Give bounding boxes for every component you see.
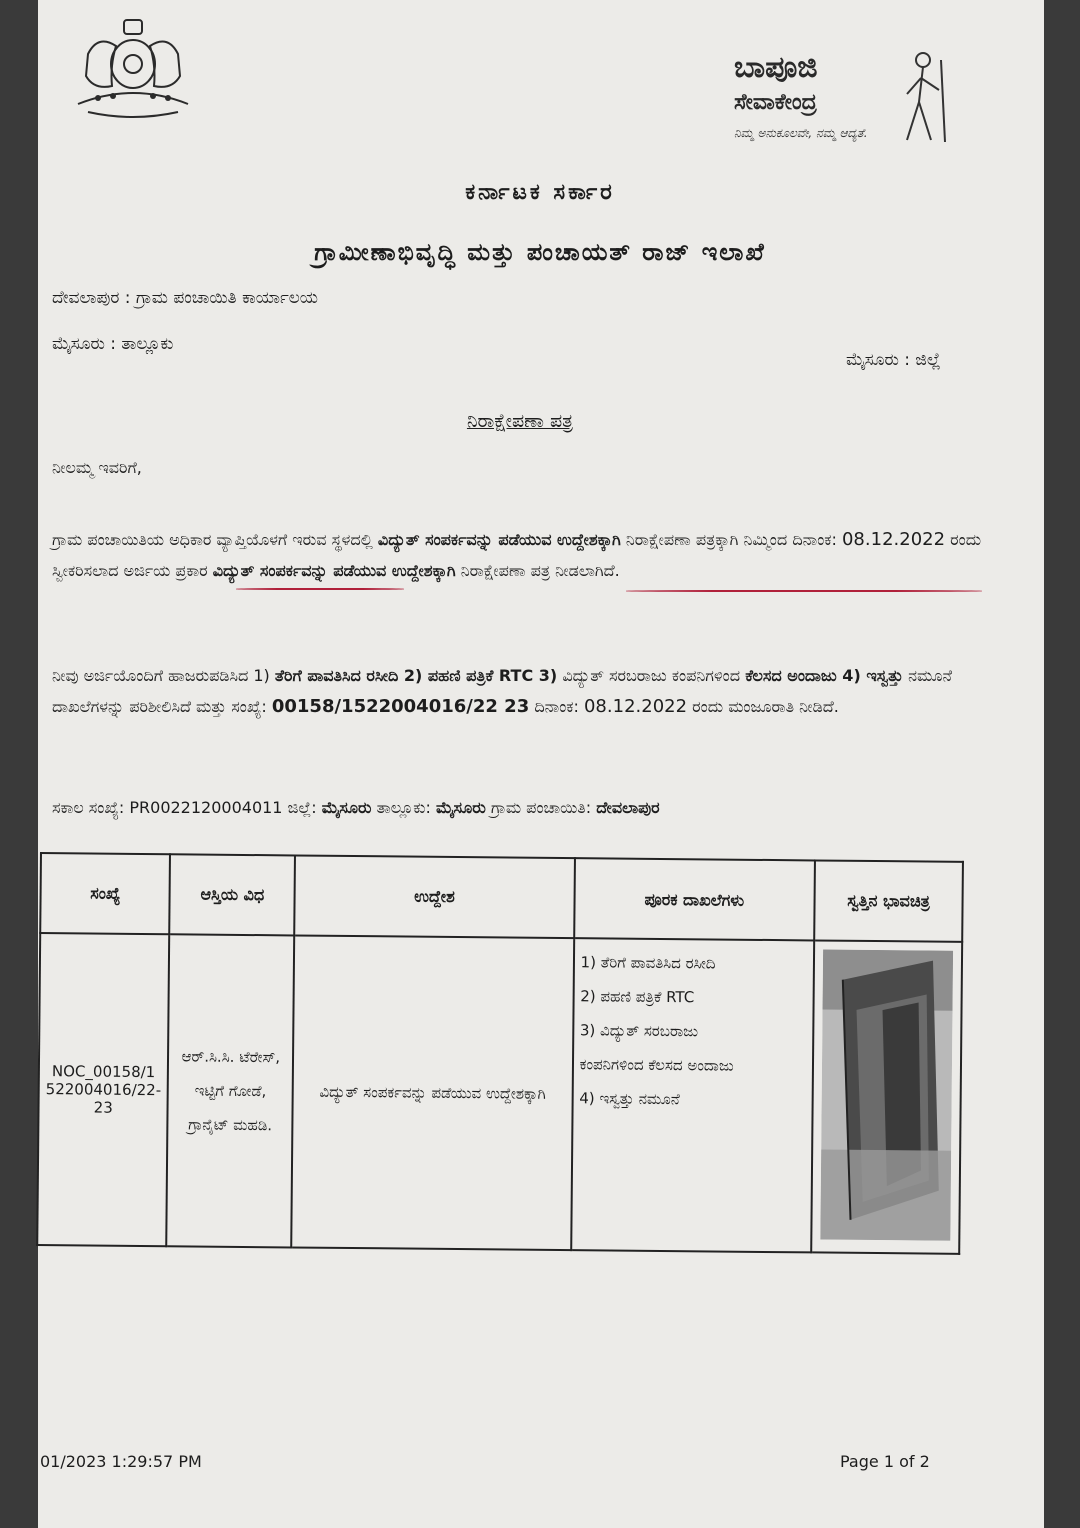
sakala-gp: ದೇವಲಾಪುರ	[596, 798, 660, 817]
paragraph-1	[52, 524, 982, 586]
para2-bold2: ಕೆಲಸದ ಅಂದಾಜು 4) ಇಸ್ವತ್ತು	[745, 666, 904, 685]
header-photo: ಸ್ವತ್ತಿನ ಭಾವಚಿತ್ರ	[814, 860, 963, 941]
table-row	[37, 933, 962, 1254]
brand-tagline: ನಿಮ್ಮ ಅನುಕೂಲವೇ, ನಮ್ಮ ಆದ್ಯತೆ.	[734, 126, 868, 140]
office-line: ದೇವಲಾಪುರ : ಗ್ರಾಮ ಪಂಚಾಯಿತಿ ಕಾರ್ಯಾಲಯ	[52, 288, 318, 308]
sakala-number: PR0022120004011	[129, 798, 283, 817]
document-page	[38, 0, 1044, 1528]
para2-date: 08.12.2022	[583, 696, 688, 717]
bapuji-seva-kendra-logo	[720, 50, 960, 150]
cell-documents	[571, 938, 814, 1252]
para1-text3: ರಂದು ಸ್ವೀಕರಿಸಲಾದ ಅರ್ಜಿಯ ಪ್ರಕಾರ	[52, 530, 982, 580]
paragraph-2	[52, 660, 982, 722]
para1-bold2: ವಿದ್ಯುತ್ ಸಂಪರ್ಕವನ್ನು ಪಡೆಯುವ ಉದ್ದೇಶಕ್ಕಾಗಿ	[212, 561, 456, 580]
header-purpose: ಉದ್ದೇಶ	[294, 855, 574, 938]
header-number: ಸಂಖ್ಯೆ	[40, 853, 170, 934]
letter-subject: ನಿರಾಕ್ಷೇಪಣಾ ಪತ್ರ	[466, 410, 574, 432]
noc-details-table	[36, 852, 964, 1255]
print-timestamp: 01/2023 1:29:57 PM	[40, 1452, 202, 1471]
header-property-type: ಆಸ್ತಿಯ ವಿಧ	[170, 854, 295, 935]
department-heading: ಗ್ರಾಮೀಣಾಭಿವೃದ್ಧಿ ಮತ್ತು ಪಂಚಾಯತ್ ರಾಜ್ ಇಲಾಖೆ	[314, 238, 766, 266]
property-photo	[820, 950, 953, 1241]
salutation: ನೀಲಮ್ಮ ಇವರಿಗೆ,	[52, 458, 142, 477]
para2-text3: ನಮೂನೆ ದಾಖಲೆಗಳನ್ನು ಪರಿಶೀಲಿಸಿದೆ ಮತ್ತು ಸಂಖ್ಯೆ:	[52, 666, 952, 716]
sakala-district-label: ಜಿಲ್ಲೆ:	[287, 798, 317, 817]
para2-bold1: ತೆರಿಗೆ ಪಾವತಿಸಿದ ರಸೀದಿ 2) ಪಹಣಿ ಪತ್ರಿಕೆ RTC 3)	[274, 666, 558, 685]
para1-text4: ನಿರಾಕ್ಷೇಪಣಾ ಪತ್ರ ನೀಡಲಾಗಿದೆ.	[460, 561, 620, 580]
cell-property-type: ಆರ್.ಸಿ.ಸಿ. ಟೆರೇಸ್, ಇಟ್ಟಿಗೆ ಗೋಡೆ, ಗ್ರಾನೈಟ್ ಮಹಡಿ.	[167, 934, 295, 1247]
cell-purpose: ವಿದ್ಯುತ್ ಸಂಪರ್ಕವನ್ನು ಪಡೆಯುವ ಉದ್ದೇಶಕ್ಕಾಗಿ	[291, 935, 573, 1250]
document-item: ಕಂಪನಿಗಳಿಂದ ಕೆಲಸದ ಅಂದಾಜು	[579, 1055, 734, 1075]
para1-text1: ಗ್ರಾಮ ಪಂಚಾಯಿತಿಯ ಅಧಿಕಾರ ವ್ಯಾಪ್ತಿಯೊಳಗೆ ಇರುವ ಸ್ಥಳದಲ್ಲಿ	[52, 530, 373, 549]
para2-text4: ದಿನಾಂಕ:	[534, 697, 579, 716]
page-number: Page 1 of 2	[840, 1452, 930, 1471]
document-item: 1) ತೆರಿಗೆ ಪಾವತಿಸಿದ ರಸೀದಿ	[580, 953, 716, 973]
document-item: 3) ವಿದ್ಯುತ್ ಸರಬರಾಜು	[579, 1021, 699, 1041]
para2-text5: ರಂದು ಮಂಜೂರಾತಿ ನೀಡಿದೆ.	[692, 697, 839, 716]
sakala-taluk-label: ತಾಲ್ಲೂಕು:	[376, 798, 431, 817]
header-documents: ಪೂರಕ ದಾಖಲೆಗಳು	[574, 858, 815, 940]
sakala-label: ಸಕಾಲ ಸಂಖ್ಯೆ:	[52, 798, 125, 817]
red-underline-purpose	[626, 590, 982, 592]
para1-text2: ನಿರಾಕ್ಷೇಪಣಾ ಪತ್ರಕ್ಕಾಗಿ ನಿಮ್ಮಿಂದ ದಿನಾಂಕ:	[625, 530, 837, 549]
table-header-row	[40, 853, 963, 942]
sakala-gp-label: ಗ್ರಾಮ ಪಂಚಾಯಿತಿ:	[490, 798, 592, 817]
red-underline-date	[236, 588, 404, 590]
document-item: 2) ಪಹಣಿ ಪತ್ರಿಕೆ RTC	[580, 987, 695, 1007]
sakala-line	[52, 792, 982, 823]
karnataka-emblem-icon	[58, 14, 208, 124]
government-heading: ಕರ್ನಾಟಕ ಸರ್ಕಾರ	[465, 180, 615, 205]
para1-bold1: ವಿದ್ಯುತ್ ಸಂಪರ್ಕವನ್ನು ಪಡೆಯುವ ಉದ್ದೇಶಕ್ಕಾಗಿ	[377, 530, 621, 549]
document-item: 4) ಇಸ್ವತ್ತು ನಮೂನೆ	[579, 1089, 680, 1109]
brand-name: ಬಾಪೂಜಿ	[734, 50, 818, 85]
para1-date: 08.12.2022	[841, 529, 946, 550]
sakala-taluk: ಮೈಸೂರು	[436, 798, 486, 817]
para2-text2: ವಿದ್ಯುತ್ ಸರಬರಾಜು ಕಂಪನಿಗಳಿಂದ	[562, 666, 741, 685]
cell-photo	[811, 940, 962, 1253]
cell-number: NOC_00158/1 522004016/22- 23	[37, 933, 169, 1246]
para2-text1: ನೀವು ಅರ್ಜಿಯೊಂದಿಗೆ ಹಾಜರುಪಡಿಸಿದ 1)	[52, 666, 270, 685]
taluk-line: ಮೈಸೂರು : ತಾಲ್ಲೂಕು	[52, 334, 174, 354]
sakala-district: ಮೈಸೂರು	[321, 798, 372, 817]
district-line: ಮೈಸೂರು : ಜಿಲ್ಲೆ	[846, 350, 941, 370]
walking-figure-icon	[885, 50, 955, 145]
brand-subtitle: ಸೇವಾಕೇಂದ್ರ	[734, 90, 817, 115]
para2-number: 00158/1522004016/22 23	[271, 696, 530, 717]
